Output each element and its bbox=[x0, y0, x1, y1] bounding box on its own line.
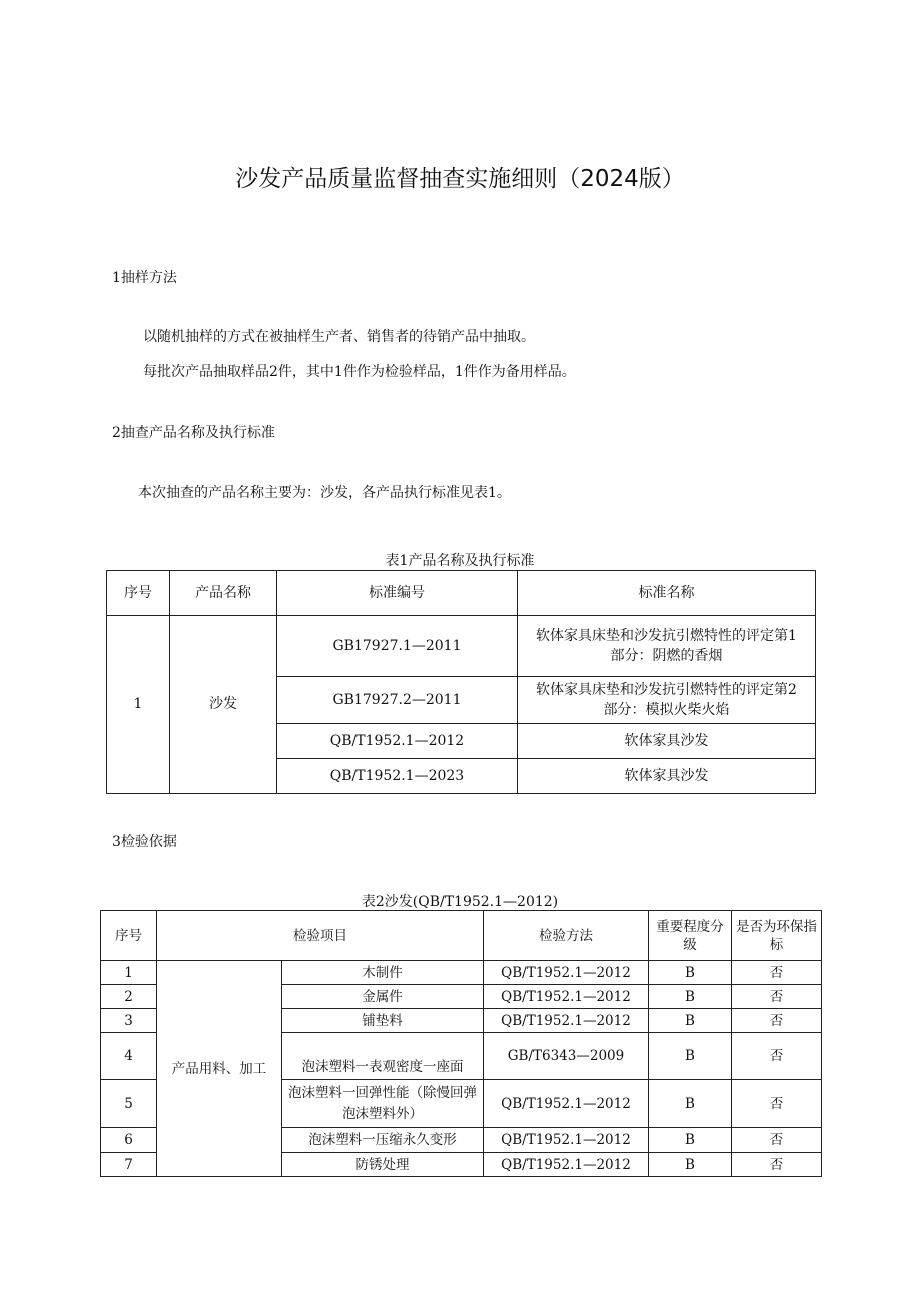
table2-grade-cell: B bbox=[649, 985, 732, 1009]
table2-grade-cell: B bbox=[649, 1153, 732, 1177]
table2-seq-cell: 5 bbox=[101, 1080, 157, 1128]
table2-item-cell: 泡沫塑料一回弹性能（除慢回弹泡沫塑料外） bbox=[282, 1080, 484, 1128]
table1-name-line2: 部分：阴燃的香烟 bbox=[610, 648, 723, 664]
table2-header-grade: 重要程度分级 bbox=[649, 911, 732, 961]
table1-header-seq: 序号 bbox=[107, 571, 170, 616]
table2-eco-cell: 否 bbox=[732, 1128, 822, 1153]
table2-seq-cell: 4 bbox=[101, 1033, 157, 1080]
table2-eco-cell: 否 bbox=[732, 985, 822, 1009]
table2-seq-cell: 2 bbox=[101, 985, 157, 1009]
table2-eco-cell: 否 bbox=[732, 1153, 822, 1177]
table2-seq-cell: 3 bbox=[101, 1009, 157, 1033]
table2-eco-cell: 否 bbox=[732, 1009, 822, 1033]
table2-grade-cell: B bbox=[649, 1128, 732, 1153]
page-title: 沙发产品质量监督抽查实施细则（2024版） bbox=[235, 166, 685, 192]
table2-grade-cell: B bbox=[649, 1009, 732, 1033]
table2-header-item: 检验项目 bbox=[157, 911, 484, 961]
table2-eco-cell: 否 bbox=[732, 1033, 822, 1080]
table1-caption: 表1产品名称及执行标准 bbox=[385, 553, 535, 569]
table1-code-cell: QB/T1952.1—2012 bbox=[277, 724, 518, 759]
table2-item-cell: 铺垫料 bbox=[282, 1009, 484, 1033]
table1-seq-cell: 1 bbox=[107, 616, 170, 794]
table2-header-eco: 是否为环保指标 bbox=[732, 911, 822, 961]
section-2-heading: 2抽查产品名称及执行标准 bbox=[112, 425, 275, 441]
table2-grade-cell: B bbox=[649, 961, 732, 985]
table1-code-cell: GB17927.1—2011 bbox=[277, 616, 518, 677]
table2-grade-cell: B bbox=[649, 1080, 732, 1128]
table2-header-row bbox=[101, 911, 822, 961]
table2-item-cell: 泡沫塑料一表观密度一座面 bbox=[282, 1033, 484, 1080]
section-1-paragraph-1: 以随机抽样的方式在被抽样生产者、销售者的待销产品中抽取。 bbox=[143, 329, 535, 345]
table2-item-cell: 金属件 bbox=[282, 985, 484, 1009]
table1-name-cell bbox=[518, 616, 816, 677]
table1-name-line1: 软体家具床垫和沙发抗引燃特性的评定第2 bbox=[536, 682, 797, 698]
table1-row bbox=[107, 616, 816, 677]
table2-method-cell: QB/T1952.1—2012 bbox=[484, 1153, 649, 1177]
standards-table bbox=[106, 570, 816, 794]
table1-header-code: 标准编号 bbox=[277, 571, 518, 616]
inspection-table bbox=[100, 910, 822, 1177]
table2-method-cell: QB/T1952.1—2012 bbox=[484, 1128, 649, 1153]
section-1-paragraph-2: 每批次产品抽取样品2件，其中1件作为检验样品，1件作为备用样品。 bbox=[143, 364, 576, 380]
table2-row bbox=[101, 961, 822, 985]
table1-name-line2: 部分：模拟火柴火焰 bbox=[603, 702, 730, 718]
table1-name-cell: 软体家具沙发 bbox=[518, 724, 816, 759]
table1-header-row bbox=[107, 571, 816, 616]
table2-method-cell: QB/T1952.1—2012 bbox=[484, 961, 649, 985]
table2-seq-cell: 7 bbox=[101, 1153, 157, 1177]
table1-product-cell: 沙发 bbox=[170, 616, 277, 794]
table2-item-cell: 防锈处理 bbox=[282, 1153, 484, 1177]
table2-item-cell: 木制件 bbox=[282, 961, 484, 985]
table1-header-name: 标准名称 bbox=[518, 571, 816, 616]
table2-caption: 表2沙发(QB/T1952.1—2012) bbox=[361, 894, 559, 910]
table1-header-product: 产品名称 bbox=[170, 571, 277, 616]
table2-eco-cell: 否 bbox=[732, 1080, 822, 1128]
table2-item-cell: 泡沫塑料一压缩永久变形 bbox=[282, 1128, 484, 1153]
table2-eco-cell: 否 bbox=[732, 961, 822, 985]
table2-seq-cell: 1 bbox=[101, 961, 157, 985]
table2-header-method: 检验方法 bbox=[484, 911, 649, 961]
table2-method-cell: QB/T1952.1—2012 bbox=[484, 985, 649, 1009]
section-1-heading: 1抽样方法 bbox=[112, 270, 177, 286]
section-2-paragraph-1: 本次抽查的产品名称主要为：沙发，各产品执行标准见表1。 bbox=[138, 485, 511, 501]
table1-name-line1: 软体家具床垫和沙发抗引燃特性的评定第1 bbox=[536, 628, 797, 644]
table1-name-cell bbox=[518, 677, 816, 724]
table2-seq-cell: 6 bbox=[101, 1128, 157, 1153]
table1-code-cell: GB17927.2—2011 bbox=[277, 677, 518, 724]
table2-group-cell: 产品用料、加工 bbox=[157, 961, 282, 1177]
table2-method-cell: QB/T1952.1—2012 bbox=[484, 1080, 649, 1128]
table2-method-cell: QB/T1952.1—2012 bbox=[484, 1009, 649, 1033]
table2-method-cell: GB/T6343—2009 bbox=[484, 1033, 649, 1080]
table1-name-cell: 软体家具沙发 bbox=[518, 759, 816, 794]
section-3-heading: 3检验依据 bbox=[112, 834, 177, 850]
table2-header-seq: 序号 bbox=[101, 911, 157, 961]
table1-code-cell: QB/T1952.1—2023 bbox=[277, 759, 518, 794]
table2-grade-cell: B bbox=[649, 1033, 732, 1080]
